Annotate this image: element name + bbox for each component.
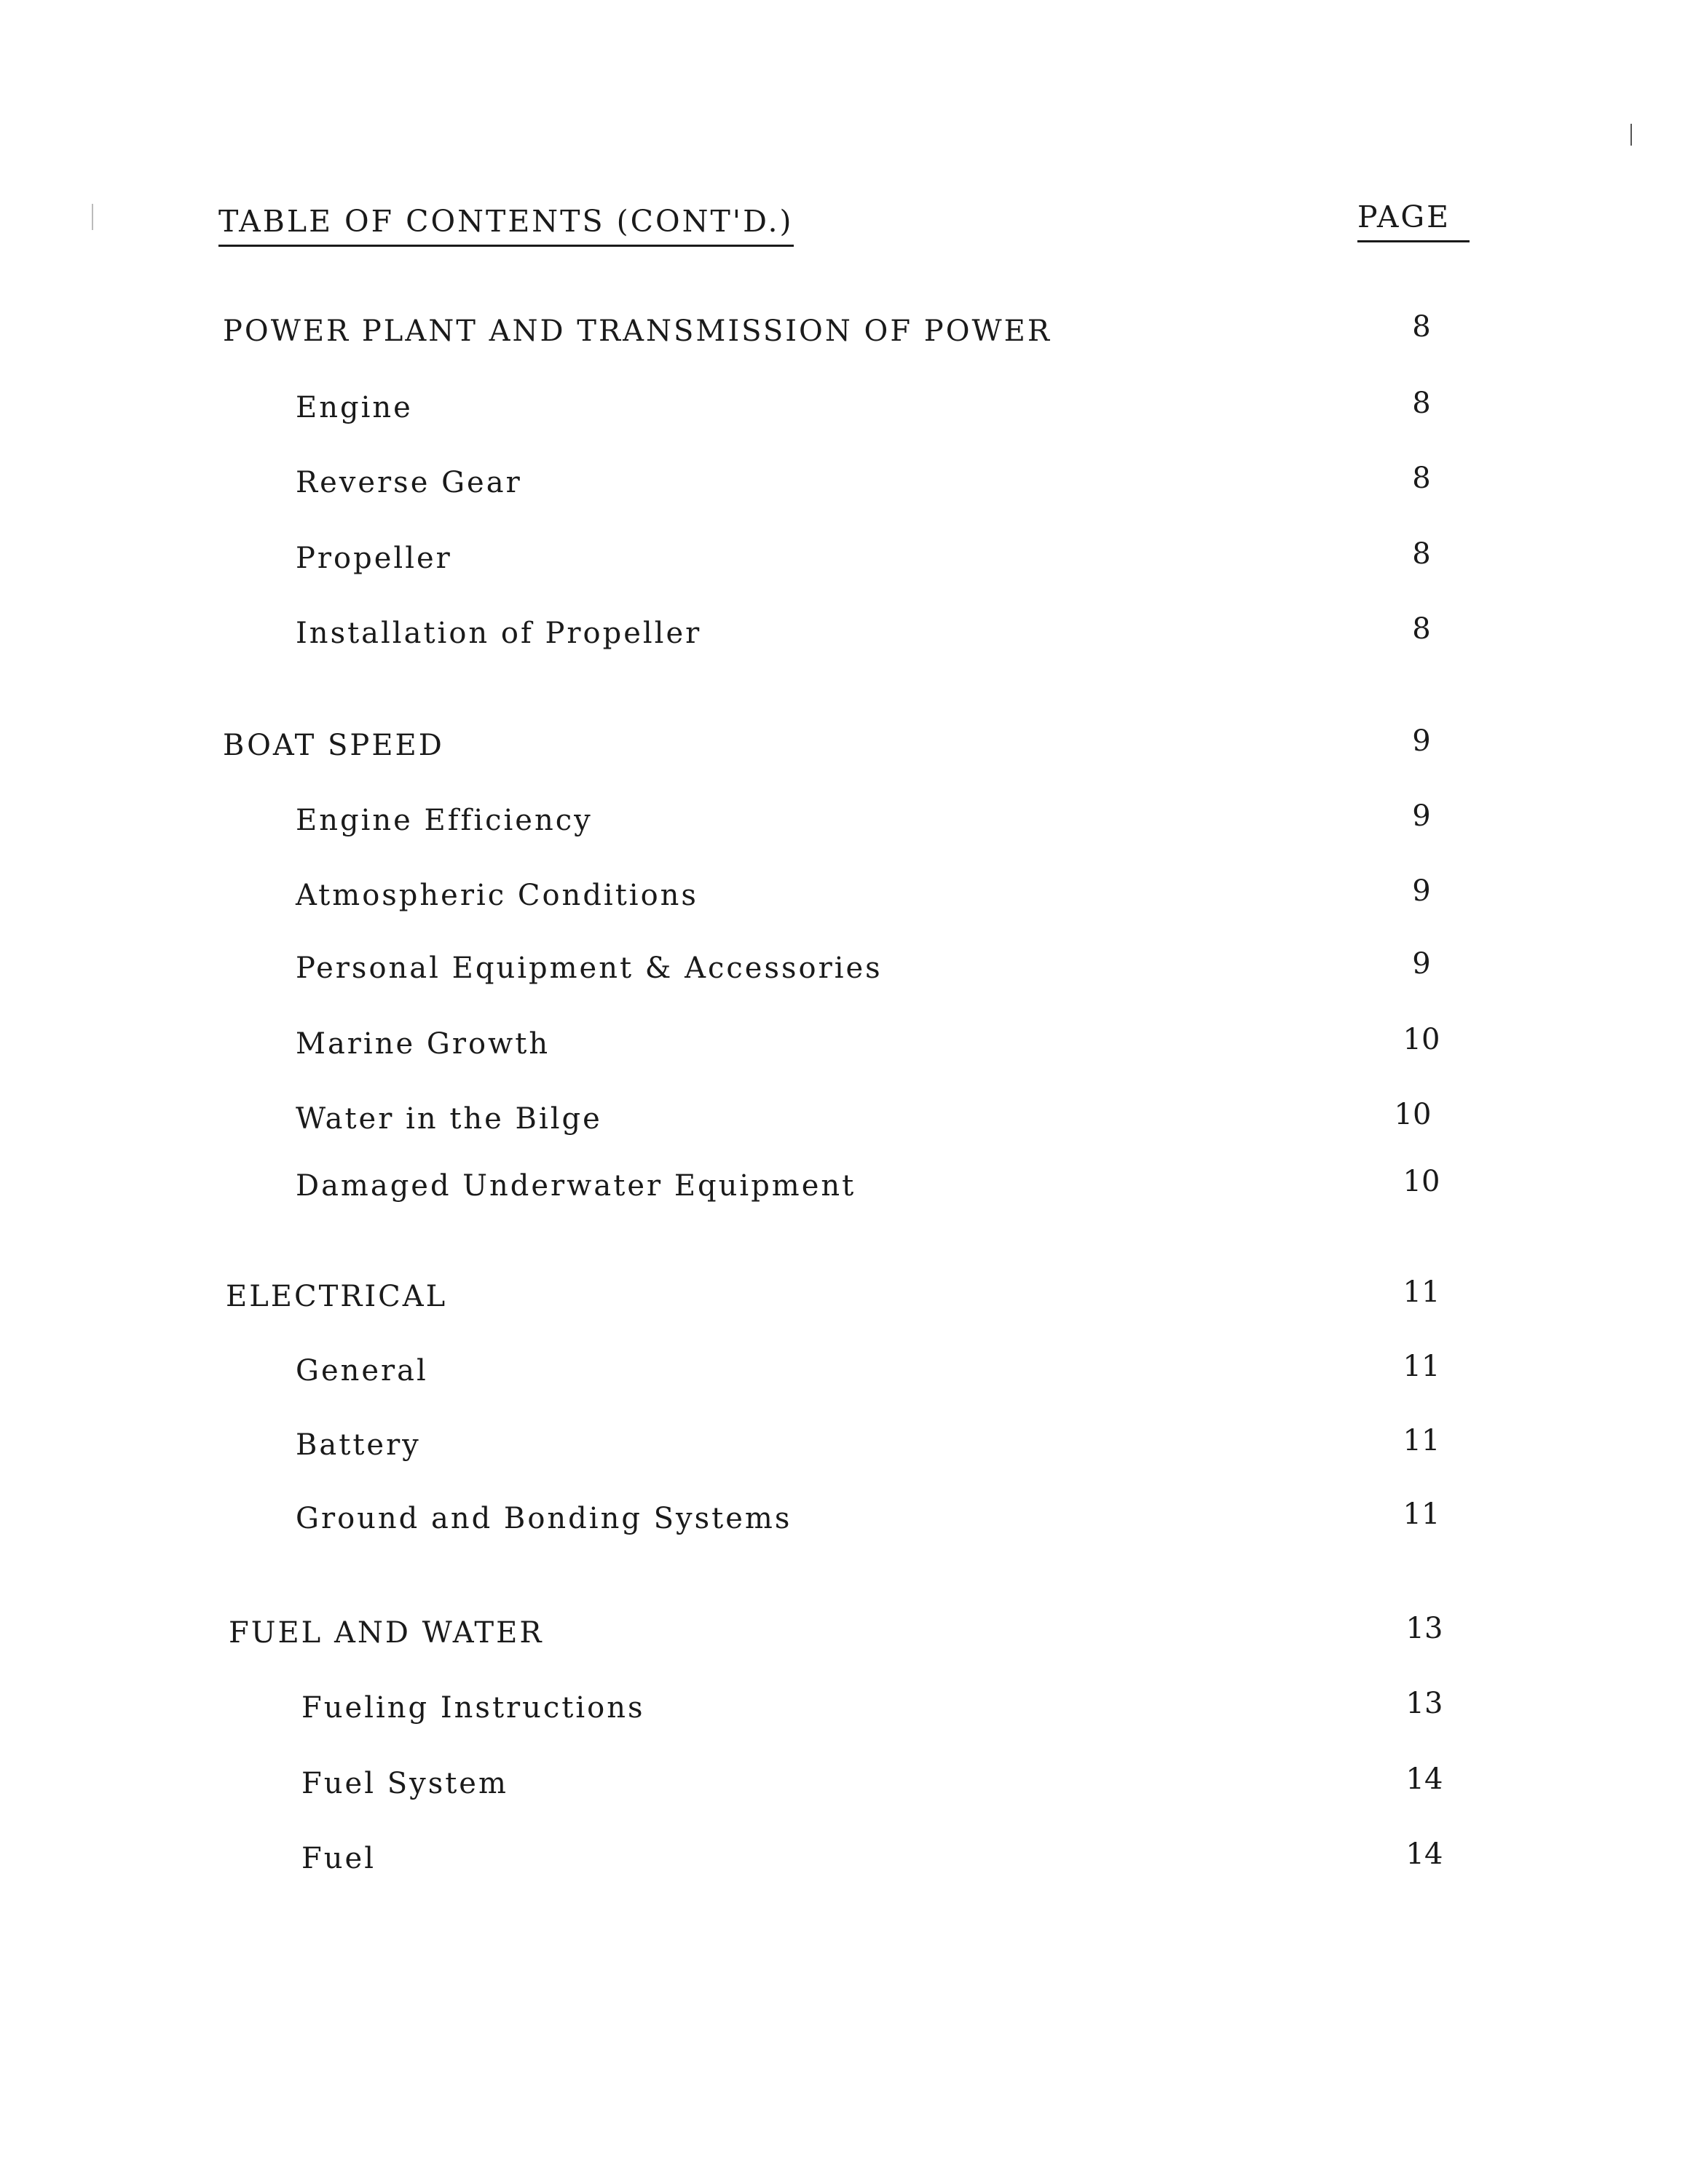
toc-page-number: 8 — [1412, 537, 1431, 571]
toc-page-number: 11 — [1403, 1497, 1440, 1531]
toc-page-number: 8 — [1412, 387, 1431, 420]
toc-entry-title: Installation of Propeller — [296, 617, 702, 650]
toc-page-number: 10 — [1403, 1023, 1440, 1056]
toc-page-number: 13 — [1405, 1687, 1443, 1720]
toc-page-number: 8 — [1412, 310, 1431, 344]
toc-entry-title: General — [296, 1354, 428, 1388]
toc-page-number: 11 — [1403, 1350, 1440, 1383]
toc-page-number: 9 — [1412, 724, 1431, 758]
toc-entry-title: Marine Growth — [296, 1027, 551, 1061]
toc-page-number: 13 — [1405, 1612, 1443, 1645]
toc-page-number: 14 — [1405, 1762, 1443, 1796]
toc-entry-title: Fuel System — [301, 1767, 508, 1800]
toc-section-title: POWER PLANT AND TRANSMISSION OF POWER — [223, 314, 1052, 348]
toc-heading: TABLE OF CONTENTS (CONT'D.) — [218, 204, 794, 247]
toc-page-number: 10 — [1403, 1165, 1440, 1198]
toc-page-number: 9 — [1412, 874, 1431, 908]
toc-entry-title: Damaged Underwater Equipment — [296, 1169, 856, 1203]
toc-entry-title: Personal Equipment & Accessories — [296, 951, 883, 985]
toc-entry-title: Fuel — [301, 1842, 376, 1875]
toc-page-number: 8 — [1412, 462, 1431, 495]
toc-entry-title: Reverse Gear — [296, 466, 522, 499]
toc-entry-title: Water in the Bilge — [296, 1102, 602, 1136]
toc-section-title: BOAT SPEED — [223, 729, 444, 762]
toc-entry-title: Atmospheric Conditions — [296, 879, 698, 912]
toc-section-title: FUEL AND WATER — [229, 1616, 544, 1650]
toc-page-number: 11 — [1403, 1275, 1440, 1309]
scan-edge-mark — [92, 204, 93, 230]
toc-entry-title: Engine — [296, 391, 413, 424]
toc-page-number: 9 — [1412, 799, 1431, 833]
toc-page-number: 11 — [1403, 1424, 1440, 1457]
toc-section-title: ELECTRICAL — [226, 1280, 448, 1313]
toc-page-number: 10 — [1394, 1098, 1432, 1131]
toc-page-number: 14 — [1405, 1837, 1443, 1871]
toc-entry-title: Battery — [296, 1428, 421, 1462]
page-column-heading: PAGE — [1357, 199, 1470, 242]
toc-entry-title: Fueling Instructions — [301, 1691, 645, 1725]
toc-entry-title: Engine Efficiency — [296, 804, 593, 837]
toc-entry-title: Ground and Bonding Systems — [296, 1502, 792, 1535]
scan-margin-mark — [1630, 124, 1632, 146]
toc-page-number: 8 — [1412, 612, 1431, 646]
toc-page-number: 9 — [1412, 947, 1431, 981]
toc-entry-title: Propeller — [296, 542, 452, 575]
